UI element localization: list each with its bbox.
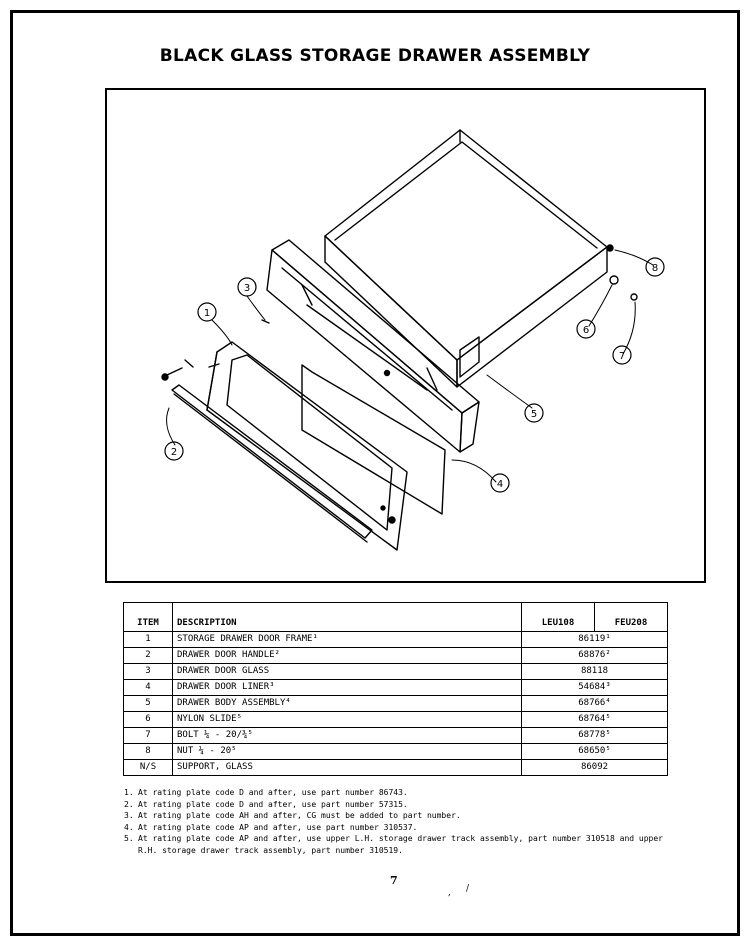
header-model-b: FEU208 bbox=[595, 603, 668, 632]
slide-hardware-drawing bbox=[607, 245, 637, 300]
row-description: BOLT ¼ - 20/¾⁵ bbox=[173, 728, 522, 744]
row-part-number: 68766⁴ bbox=[522, 696, 668, 712]
scan-speck: , bbox=[448, 888, 451, 898]
row-item: 7 bbox=[124, 728, 173, 744]
footnote-text: At rating plate code AP and after, use upper L.H. storage drawer track assembly, part number 310518 and upper R.H. storage drawer track assembly, part number 310519. bbox=[138, 834, 663, 855]
row-item: 8 bbox=[124, 744, 173, 760]
footnote-number: 1. bbox=[124, 788, 134, 797]
footnote bbox=[124, 822, 664, 834]
callout-6-label: 6 bbox=[582, 325, 590, 336]
callout-2-label: 2 bbox=[170, 447, 178, 458]
row-description: DRAWER BODY ASSEMBLY⁴ bbox=[173, 696, 522, 712]
header-description: DESCRIPTION bbox=[173, 603, 522, 632]
row-description: NYLON SLIDE⁵ bbox=[173, 712, 522, 728]
footnote-text: At rating plate code AP and after, use part number 310537. bbox=[138, 822, 418, 832]
table-header-row bbox=[124, 603, 668, 632]
callout-1-label: 1 bbox=[203, 308, 211, 319]
callout-7-label: 7 bbox=[618, 351, 626, 362]
footnote bbox=[124, 833, 664, 856]
table-row bbox=[124, 680, 668, 696]
footnote-number: 2. bbox=[124, 799, 134, 809]
table-row bbox=[124, 696, 668, 712]
row-item: 5 bbox=[124, 696, 173, 712]
row-part-number: 68876² bbox=[522, 648, 668, 664]
table-row bbox=[124, 632, 668, 648]
scan-speck: / bbox=[466, 884, 470, 894]
table-row bbox=[124, 728, 668, 744]
row-description: DRAWER DOOR LINER³ bbox=[173, 680, 522, 696]
row-item: 1 bbox=[124, 632, 173, 648]
row-item: 2 bbox=[124, 648, 173, 664]
row-description: DRAWER DOOR GLASS bbox=[173, 664, 522, 680]
table-row bbox=[124, 744, 668, 760]
row-part-number: 68650⁵ bbox=[522, 744, 668, 760]
row-part-number: 86092 bbox=[522, 760, 668, 776]
row-item: N/S bbox=[124, 760, 173, 776]
leader-lines bbox=[167, 250, 653, 482]
fastener-drawing bbox=[162, 360, 219, 380]
callout-8-label: 8 bbox=[651, 263, 659, 274]
footnote-number: 3. bbox=[124, 811, 134, 820]
footnote-text: At rating plate code D and after, use part number 57315. bbox=[138, 799, 408, 809]
footnote bbox=[124, 810, 664, 822]
row-item: 4 bbox=[124, 680, 173, 696]
page-title: BLACK GLASS STORAGE DRAWER ASSEMBLY bbox=[159, 46, 591, 66]
table-row bbox=[124, 664, 668, 680]
footnote-number: 5. bbox=[124, 834, 134, 843]
row-description: STORAGE DRAWER DOOR FRAME¹ bbox=[173, 632, 522, 648]
row-part-number: 68764⁵ bbox=[522, 712, 668, 728]
row-description: SUPPORT, GLASS bbox=[173, 760, 522, 776]
row-item: 3 bbox=[124, 664, 173, 680]
row-description: DRAWER DOOR HANDLE² bbox=[173, 648, 522, 664]
page-number: 7 bbox=[390, 874, 398, 887]
table-row bbox=[124, 760, 668, 776]
callout-5-label: 5 bbox=[530, 409, 538, 420]
header-item: ITEM bbox=[124, 603, 173, 632]
parts-table bbox=[123, 602, 668, 776]
footnote-number: 4. bbox=[124, 822, 134, 832]
footnote-text: At rating plate code AH and after, CG must be added to part number. bbox=[138, 811, 461, 820]
footnote-text: At rating plate code D and after, use part number 86743. bbox=[138, 788, 408, 797]
drawer-exploded-view bbox=[107, 90, 704, 581]
row-item: 6 bbox=[124, 712, 173, 728]
row-description: NUT ¼ - 20⁵ bbox=[173, 744, 522, 760]
table-row bbox=[124, 648, 668, 664]
door-handle-drawing bbox=[172, 385, 372, 542]
callout-4-label: 4 bbox=[496, 479, 504, 490]
row-part-number: 88118 bbox=[522, 664, 668, 680]
footnote bbox=[124, 787, 664, 799]
door-frame-drawing bbox=[207, 342, 407, 550]
footnotes bbox=[124, 787, 664, 856]
row-part-number: 86119¹ bbox=[522, 632, 668, 648]
footnote bbox=[124, 799, 664, 811]
table-row bbox=[124, 712, 668, 728]
row-part-number: 54684³ bbox=[522, 680, 668, 696]
row-part-number: 68778⁵ bbox=[522, 728, 668, 744]
header-model-a: LEU108 bbox=[522, 603, 595, 632]
callout-3-label: 3 bbox=[243, 283, 251, 294]
door-liner-drawing bbox=[267, 240, 479, 452]
exploded-diagram bbox=[105, 88, 706, 583]
